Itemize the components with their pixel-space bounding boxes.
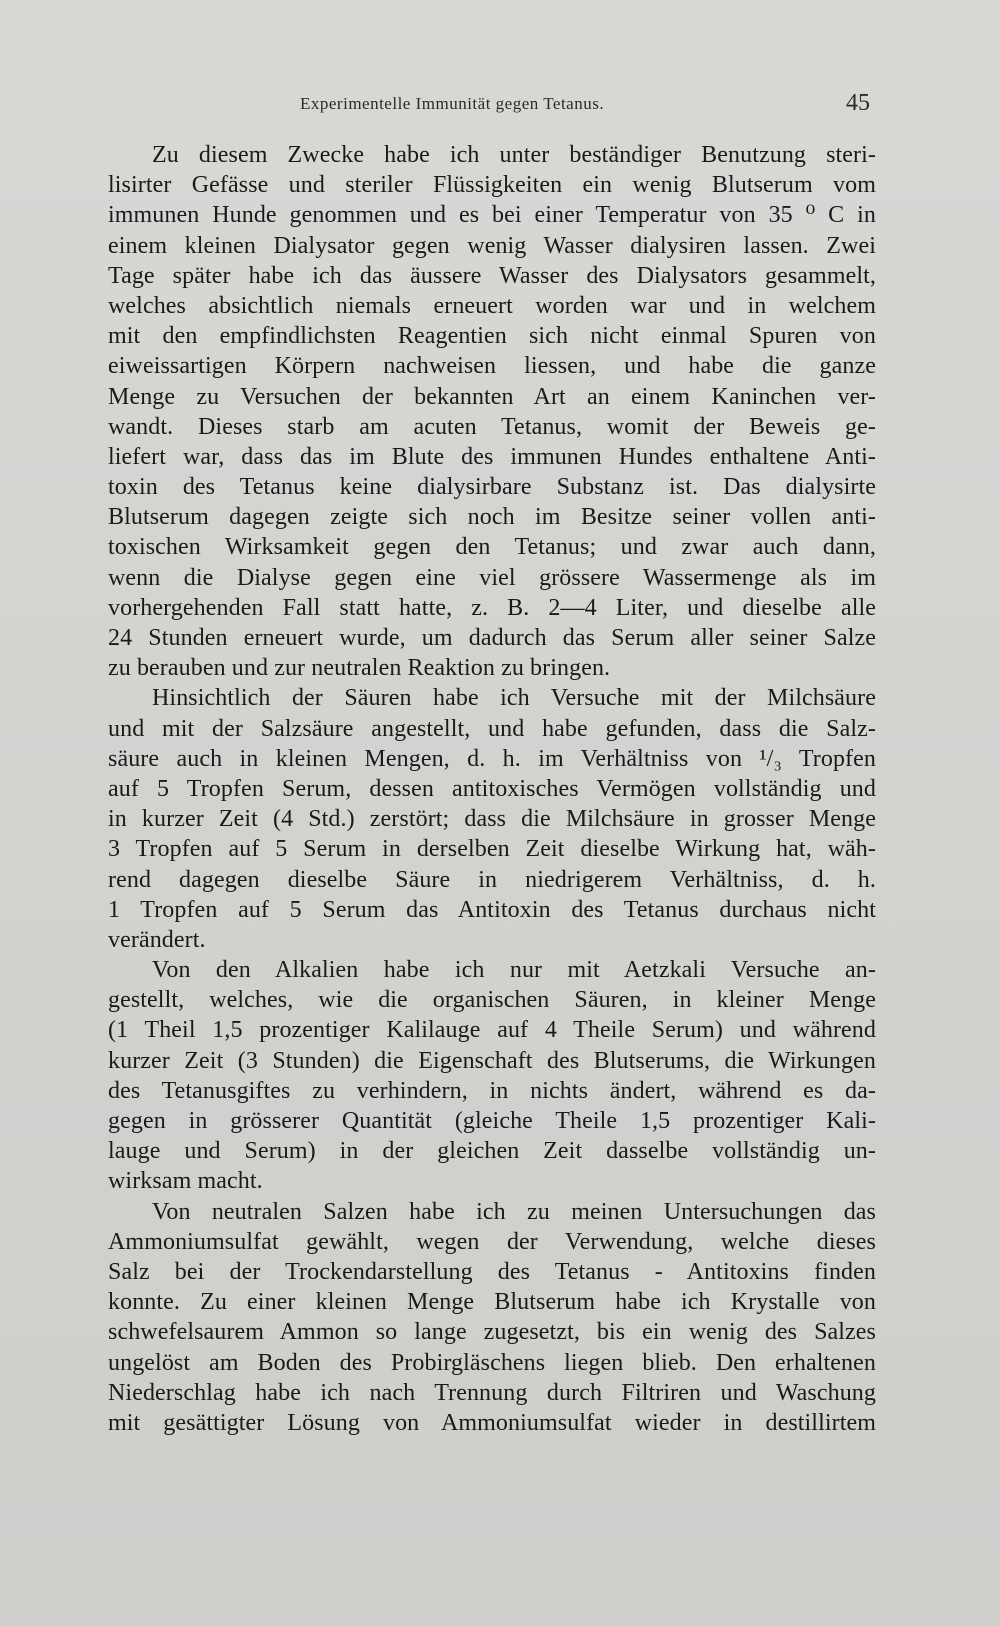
text-line: wenn die Dialyse gegen eine viel grössere Wassermenge als im xyxy=(108,564,876,591)
text-line: kurzer Zeit (3 Stunden) die Eigenschaft des Blutserums, die Wirkungen xyxy=(108,1047,876,1074)
text-line: verändert. xyxy=(108,926,206,953)
running-head: Experimentelle Immunität gegen Tetanus. xyxy=(300,94,605,113)
text-line: Von neutralen Salzen habe ich zu meinen Untersuchungen das xyxy=(152,1198,876,1225)
text-line: toxin des Tetanus keine dialysirbare Substanz ist. Das dialysirte xyxy=(108,474,876,501)
text-line: Ammoniumsulfat gewählt, wegen der Verwendung, welche dieses xyxy=(108,1228,876,1255)
text-line: immunen Hunde genommen und es bei einer Temperatur von 35 ⁰ C in xyxy=(108,202,876,229)
text-line: Zu diesem Zwecke habe ich unter beständiger Benutzung steri- xyxy=(152,142,876,168)
text-line: gegen in grösserer Quantität (gleiche Theile 1,5 prozentiger Kali- xyxy=(108,1108,876,1134)
text-line: und mit der Salzsäure angestellt, und habe gefunden, dass die Salz- xyxy=(108,715,876,742)
text-line: wandt. Dieses starb am acuten Tetanus, womit der Beweis ge- xyxy=(108,413,876,440)
text-line: vorhergehenden Fall statt hatte, z. B. 2—4 Liter, und dieselbe alle xyxy=(108,594,876,621)
text-line: (1 Theil 1,5 prozentiger Kalilauge auf 4 Theile Serum) und während xyxy=(108,1017,876,1044)
text-line: schwefelsaurem Ammon so lange zugesetzt, bis ein wenig des Salzes xyxy=(108,1319,876,1346)
text-line: Salz bei der Trockendarstellung des Tetanus - Antitoxins finden xyxy=(108,1258,876,1285)
text-line: Niederschlag habe ich nach Trennung durch Filtriren und Waschung xyxy=(108,1379,876,1406)
page-number: 45 xyxy=(846,90,870,116)
text-line: liefert war, dass das im Blute des immunen Hundes enthaltene Anti- xyxy=(108,443,876,470)
text-line: Von den Alkalien habe ich nur mit Aetzkali Versuche an- xyxy=(152,957,876,984)
text-line: 3 Tropfen auf 5 Serum in derselben Zeit dieselbe Wirkung hat, wäh- xyxy=(108,836,876,863)
text-line: wirksam macht. xyxy=(108,1168,263,1195)
text-line: säure auch in kleinen Mengen, d. h. im Verhältniss von ¹/₃ Tropfen xyxy=(108,745,876,772)
text-line: auf 5 Tropfen Serum, dessen antitoxisches Vermögen vollständig und xyxy=(108,775,876,802)
text-line: Tage später habe ich das äussere Wasser des Dialysators gesammelt, xyxy=(108,262,876,289)
body-text xyxy=(108,140,876,1438)
text-line: Hinsichtlich der Säuren habe ich Versuche mit der Milchsäure xyxy=(152,685,876,712)
text-line: in kurzer Zeit (4 Std.) zerstört; dass die Milchsäure in grosser Menge xyxy=(108,806,876,833)
text-line: des Tetanusgiftes zu verhindern, in nichts ändert, während es da- xyxy=(108,1077,876,1104)
text-line: einem kleinen Dialysator gegen wenig Wasser dialysiren lassen. Zwei xyxy=(108,232,876,259)
text-line: ungelöst am Boden des Probirgläschens liegen blieb. Den erhaltenen xyxy=(108,1349,876,1376)
text-line: zu berauben und zur neutralen Reaktion zu bringen. xyxy=(108,655,611,682)
text-line: gestellt, welches, wie die organischen Säuren, in kleiner Menge xyxy=(108,987,876,1014)
text-line: toxischen Wirksamkeit gegen den Tetanus; und zwar auch dann, xyxy=(108,534,876,561)
text-line: rend dagegen dieselbe Säure in niedrigerem Verhältniss, d. h. xyxy=(108,866,876,893)
text-line: welches absichtlich niemals erneuert worden war und in welchem xyxy=(108,292,876,319)
text-line: mit den empfindlichsten Reagentien sich nicht einmal Spuren von xyxy=(108,323,876,350)
text-line: 24 Stunden erneuert wurde, um dadurch das Serum aller seiner Salze xyxy=(108,625,876,651)
text-line: konnte. Zu einer kleinen Menge Blutserum habe ich Krystalle von xyxy=(108,1289,876,1316)
text-line: Blutserum dagegen zeigte sich noch im Besitze seiner vollen anti- xyxy=(108,504,876,531)
text-line: eiweissartigen Körpern nachweisen liessen, und habe die ganze xyxy=(108,353,876,380)
text-line: lisirter Gefässe und steriler Flüssigkeiten ein wenig Blutserum vom xyxy=(108,172,876,199)
text-line: 1 Tropfen auf 5 Serum das Antitoxin des Tetanus durchaus nicht xyxy=(108,896,876,923)
text-line: lauge und Serum) in der gleichen Zeit dasselbe vollständig un- xyxy=(108,1138,876,1165)
text-line: Menge zu Versuchen der bekannten Art an einem Kaninchen ver- xyxy=(108,383,876,410)
text-line: mit gesättigter Lösung von Ammoniumsulfat wieder in destillirtem xyxy=(108,1409,876,1436)
